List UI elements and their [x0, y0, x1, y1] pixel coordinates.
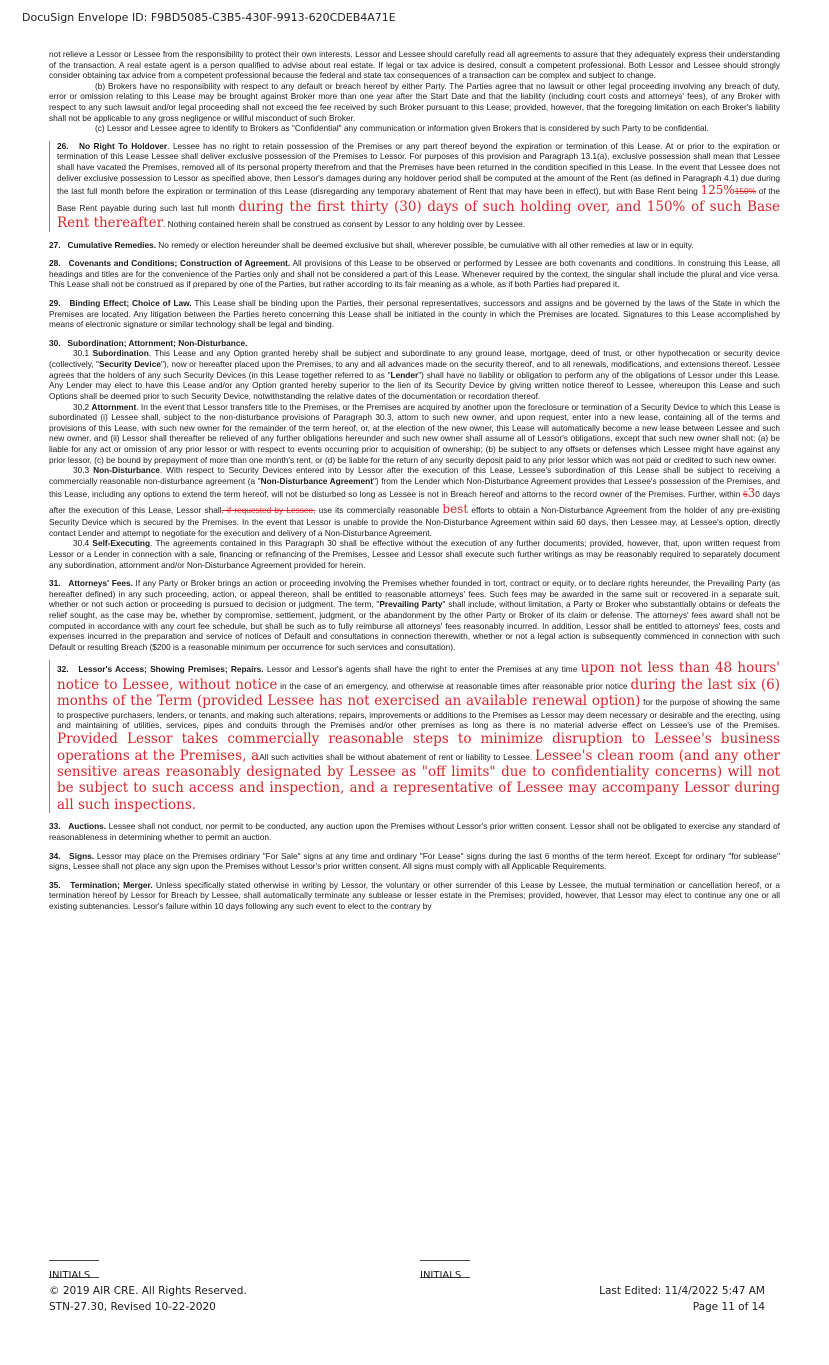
redline-insertion: during the first thirty (30) days of such holding over, and 150% of such Base Rent thereafter [57, 198, 780, 232]
intro-paragraph: not relieve a Lessor or Lessee from the responsibility to protect their own interests. Lessor and Lessee should carefully read all agreements to assure that they adequately express their understanding of the transaction. A real estate agent is a person qualified to advise about real estate. If legal or tax advice is desired, consult a competent professional. Both Lessor and Lessee should strongly consider obtaining tax advice from a competent professional because the federal and state tax consequences of a transaction can be complex and subject to change. [49, 49, 780, 81]
section-title: No Right To Holdover [78, 140, 168, 151]
redline-insertion: 3 [747, 486, 756, 501]
section-35: 35. Termination; Merger. Unless specifically stated otherwise in writing by Lessor, the voluntary or other surrender of this Lease by Lessee, the mutual termination or cancellation hereof, or a termination hereof by Lessor for Breach by Lessee, shall automatically terminate any sublease or lesser estate in the Premises; provided, however, that Lessor may elect to continue any one or all existing subtenancies. Lessor's failure within 10 days following any such event to elect to the contrary by [49, 879, 780, 912]
section-title: Covenants and Conditions; Construction of Agreement. [68, 258, 291, 269]
section-title: Auctions. [68, 821, 107, 832]
section-number: 35. [49, 879, 61, 890]
section-32: 32. Lessor's Access; Showing Premises; Repairs. Lessor and Lessor's agents shall have the right to enter the Premises at any time upon not less than 48 hours' notice to Lessee, without notice in the case of an emergency, and otherwise at reasonable times after reasonable prior notice during the last six (6) months of the Term (provided Lessee has not exercised an available renewal option) for the purpose of showing the same to prospective purchasers, lenders, or tenants, and making such alterations, repairs, improvements or additions to the Premises as Lessor may deem necessary or desirable and the erecting, using and maintaining of utilities, services, pipes and conduits through the Premises and/or other premises as long as there is no material adverse effect on Lessee's use of the Premises. Provided Lessor takes commercially reasonable steps to minimize disruption to Lessee's business operations at the Premises, aAll such activities shall be without abatement of rent or liability to Lessee. Lessee's clean room (and any other sensitive areas reasonably designated by Lessee as "off limits" due to confidentiality concerns) will not be subject to such access and inspection, and a representative of Lessee may accompany Lessor during all such inspections. [49, 660, 780, 813]
subsection-30-1: 30.1 Subordination. This Lease and any Option granted hereby shall be subject and subordinate to any ground lease, mortgage, deed of trust, or other hypothecation or security device (collectively, "Security Device"), now or hereafter placed upon the Premises, to any and all advances made on the security thereof, and to all renewals, modifications, and extensions thereof. Lessee agrees that the holders of any such Security Devices (in this Lease together referred to as "Lender") shall have no liability or obligation to perform any of the obligations of Lessor under this Lease. Any Lender may elect to have this Lease and/or any Option granted hereby superior to the lien of its Security Device by giving written notice thereof to Lessee, whereupon this Lease and such Options shall be deemed prior to such Security Device, notwithstanding the relative dates of the documentation or recordation thereof. [49, 348, 780, 401]
initials-line-left[interactable] [49, 1245, 99, 1261]
redline-deletion: 150% [734, 186, 757, 197]
section-31: 31. Attorneys' Fees. If any Party or Broker brings an action or proceeding involving the Premises whether founded in tort, contract or equity, or to declare rights hereunder, the Prevailing Party (as hereafter defined) in any such proceeding, action, or appeal thereon, shall be entitled to reasonable attorneys' fees. Such fees may be awarded in the same suit or recovered in a separate suit, whether or not such action or proceeding is pursued to decision or judgment. The term, "Prevailing Party" shall include, without limitation, a Party or Broker who substantially obtains or defeats the relief sought, as the case may be, whether by compromise, settlement, judgment, or the abandonment by the other Party or Broker of its claim or defense. The attorneys' fees award shall not be computed in accordance with any court fee schedule, but shall be such as to fully reimburse all attorneys' fees reasonably incurred. In addition, Lessor shall be entitled to attorneys' fees, costs and expenses incurred in the preparation and service of notices of Default and consultations in connection therewith, whether or not a legal action is subsequently commenced in connection with such Default or resulting Breach ($200 is a reasonable minimum per occurrence for such services and consultation). [49, 578, 781, 652]
section-number: 29. [49, 298, 61, 309]
redline-insertion: Lessee's clean room (and any other sensitive areas reasonably designated by Lessee as "off limits" due to confidentiality concerns) will not be subject to such access and inspection, and a representative of Lessee may accompany Lessor during all such inspections. [57, 747, 781, 813]
initials-label-left: INITIALS [49, 1270, 91, 1281]
subsection-30-2: 30.2 Attornment. In the event that Lessor transfers title to the Premises, or the Premises are acquired by another upon the foreclosure or termination of a Security Device to which this Lease is subordinated (i) Lessee shall, subject to the non-disturbance provisions of Paragraph 30.3, attorn to such new owner, and upon request, enter into a new lease, containing all of the terms and provisions of this Lease, with such new owner for the remainder of the term hereof, or, at the election of the new owner, this Lease will automatically become a new lease between Lessee and such new owner, and (ii) Lessor shall thereafter be relieved of any further obligations hereunder and such new owner shall assume all of Lessor's obligations, except that such new owner shall not: (a) be liable for any act or omission of any prior lessor or with respect to events occurring prior to acquisition of ownership; (b) be subject to any offsets or defenses which Lessee might have against any prior lessor, (c) be bound by prepayment of more than one month's rent, or (d) be liable for the return of any security deposit paid to any prior lessor which was not paid or credited to such new owner. [49, 401, 780, 465]
redline-insertion: 125% [700, 183, 735, 198]
initials-label-right: INITIALS [420, 1270, 462, 1281]
section-title: Signs. [69, 850, 95, 861]
copyright: © 2019 AIR CRE. All Rights Reserved. [49, 1285, 247, 1297]
section-number: 30. [49, 337, 61, 348]
section-title: Lessor's Access; Showing Premises; Repairs. [78, 664, 264, 675]
subsection-30-4: 30.4 Self-Executing. The agreements contained in this Paragraph 30 shall be effective without the execution of any further documents; provided, however, that, upon written request from Lessor or a Lender in connection with a sale, financing or refinancing of the Premises, Lessee and Lessor shall execute such further writings as may be reasonably required to separately document any subordination, attornment and/or Non-Disturbance Agreement provided for herein. [49, 538, 780, 570]
section-number: 34. [49, 850, 61, 861]
section-number: 31. [49, 578, 61, 589]
section-26: 26. No Right To Holdover. Lessee has no right to retain possession of the Premises or any part thereof beyond the expiration or termination of this Lease. At or prior to the expiration or termination of this Lease Lessee shall deliver exclusive possession of the Premises to Lessor. For purposes of this provision and Paragraph 13.1(a), exclusive possession shall mean that Lessee shall have vacated the Premises, removed all of its personal property therefrom and that the Premises have been returned in the condition specified in this Lease. In the event that Lessee does not deliver exclusive possession to Lessor as specified above, then Lessor's damages during any holdover period shall be computed at the amount of the Rent (as defined in Paragraph 4.1) due during the last full month before the expiration or termination of this Lease (disregarding any temporary abatement of Rent that may have been in effect), but with Base Rent being 125%150% of the Base Rent payable during such last full month during the first thirty (30) days of such holding over, and 150% of such Base Rent thereafter. Nothing contained herein shall be construed as consent by Lessor to any holding over by Lessee. [49, 141, 780, 232]
redline-insertion: upon not less than 48 hours' notice to Lessee, without notice [57, 660, 780, 693]
redline-deletion: , if requested by Lessee, [221, 504, 316, 515]
document-body [49, 49, 780, 912]
brokers-paragraph-c: (c) Lessor and Lessee agree to identify to Brokers as "Confidential" any communication or information given Brokers that is considered by such Party to be confidential. [95, 123, 709, 134]
section-title: Termination; Merger. [70, 879, 153, 890]
form-number: STN-27.30, Revised 10-22-2020 [49, 1301, 216, 1313]
section-title: Subordination; Attornment; Non-Disturbance. [67, 337, 248, 348]
subsection-30-3: 30.3 Non-Disturbance. With respect to Security Devices entered into by Lessor after the execution of this Lease, Lessee's subordination of this Lease shall be subject to receiving a commercially reasonable non-disturbance agreement (a "Non-Disturbance Agreement") from the Lender which Non-Disturbance Agreement provides that Lessee's possession of the Premises, and this Lease, including any options to extend the term hereof, will not be disturbed so long as Lessee is not in Breach hereof and attorns to the record owner of the Premises. Further, within 630 days after the execution of this Lease, Lessor shall, if requested by Lessee, use its commercially reasonable best efforts to obtain a Non-Disturbance Agreement from the holder of any pre-existing Security Device which is secured by the Premises. In the event that Lessor is unable to provide the Non-Disturbance Agreement within said 60 days, then Lessee may, at Lessee's option, directly contact Lender and attempt to negotiate for the execution and delivery of a Non-Disturbance Agreement. [49, 465, 780, 538]
initials-line-right[interactable] [420, 1245, 470, 1261]
section-number: 32. [57, 664, 69, 675]
page-number: Page 11 of 14 [692, 1301, 765, 1313]
section-29: 29. Binding Effect; Choice of Law. This Lease shall be binding upon the Parties, their personal representatives, successors and assigns and be governed by the laws of the State in which the Premises are located. Any litigation between the Parties hereto concerning this Lease shall be initiated in the county in which the Premises are located. Signatures to this Lease accomplished by means of electronic signature or similar technology shall be legal and binding. [49, 298, 780, 330]
section-number: 27. [49, 239, 61, 250]
section-number: 33. [49, 821, 61, 832]
section-title: Binding Effect; Choice of Law. [69, 298, 192, 309]
section-27: 27. Cumulative Remedies. No remedy or election hereunder shall be deemed exclusive but shall, wherever possible, be cumulative with all other remedies at law or in equity. [49, 239, 694, 250]
envelope-id: DocuSign Envelope ID: F9BD5085-C3B5-430F-9913-620CDEB4A71E [22, 11, 396, 24]
redline-deletion: 6 [742, 489, 748, 500]
brokers-paragraph-b: (b) Brokers have no responsibility with respect to any default or breach hereof by either Party. The Parties agree that no lawsuit or other legal proceeding involving any breach of duty, error or omission relating to this Lease may be brought against Broker more than one year after the Start Date and that the liability (including court costs and attorneys' fees), of any Broker with respect to any such lawsuit and/or legal proceeding shall not exceed the fee received by such Broker pursuant to this Lease; provided, however, that the foregoing limitation on each Broker's liability shall not be applicable to any gross negligence or willful misconduct of such Broker. [49, 80, 780, 123]
redline-insertion: during the last six (6) months of the Term (provided Lessee has not exercised an available renewal option) [57, 676, 780, 710]
section-number: 28. [49, 258, 61, 269]
section-title: Attorneys' Fees. [68, 578, 133, 589]
last-edited: Last Edited: 11/4/2022 5:47 AM [599, 1285, 765, 1297]
section-33: 33. Auctions. Lessee shall not conduct, nor permit to be conducted, any auction upon the Premises without Lessor's prior written consent. Lessor shall not be obligated to exercise any standard of reasonableness in determining whether to permit an auction. [49, 821, 780, 843]
section-34: 34. Signs. Lessor may place on the Premises ordinary "For Sale" signs at any time and ordinary "For Lease" signs during the last 6 months of the term hereof. Except for ordinary "for sublease" signs, Lessee shall not place any sign upon the Premises without Lessor's prior written consent. All signs must comply with all Applicable Requirements. [49, 850, 780, 872]
section-30 [49, 338, 780, 349]
section-title: Cumulative Remedies. [67, 239, 156, 250]
section-28: 28. Covenants and Conditions; Construction of Agreement. All provisions of this Lease to be observed or performed by Lessee are both covenants and conditions. In construing this Lease, all headings and titles are for the convenience of the Parties only and shall not be considered a part of this Lease. Whenever required by the context, the singular shall include the plural and vice versa. This Lease shall not be construed as if prepared by one of the Parties, but rather according to its fair meaning as a whole, as if both Parties had prepared it. [49, 258, 780, 290]
redline-insertion: best [442, 501, 469, 516]
section-number: 26. [57, 140, 69, 151]
redline-insertion: Provided Lessor takes commercially reasonable steps to minimize disruption to Lessee's business operations at the Premises, a [57, 731, 780, 764]
